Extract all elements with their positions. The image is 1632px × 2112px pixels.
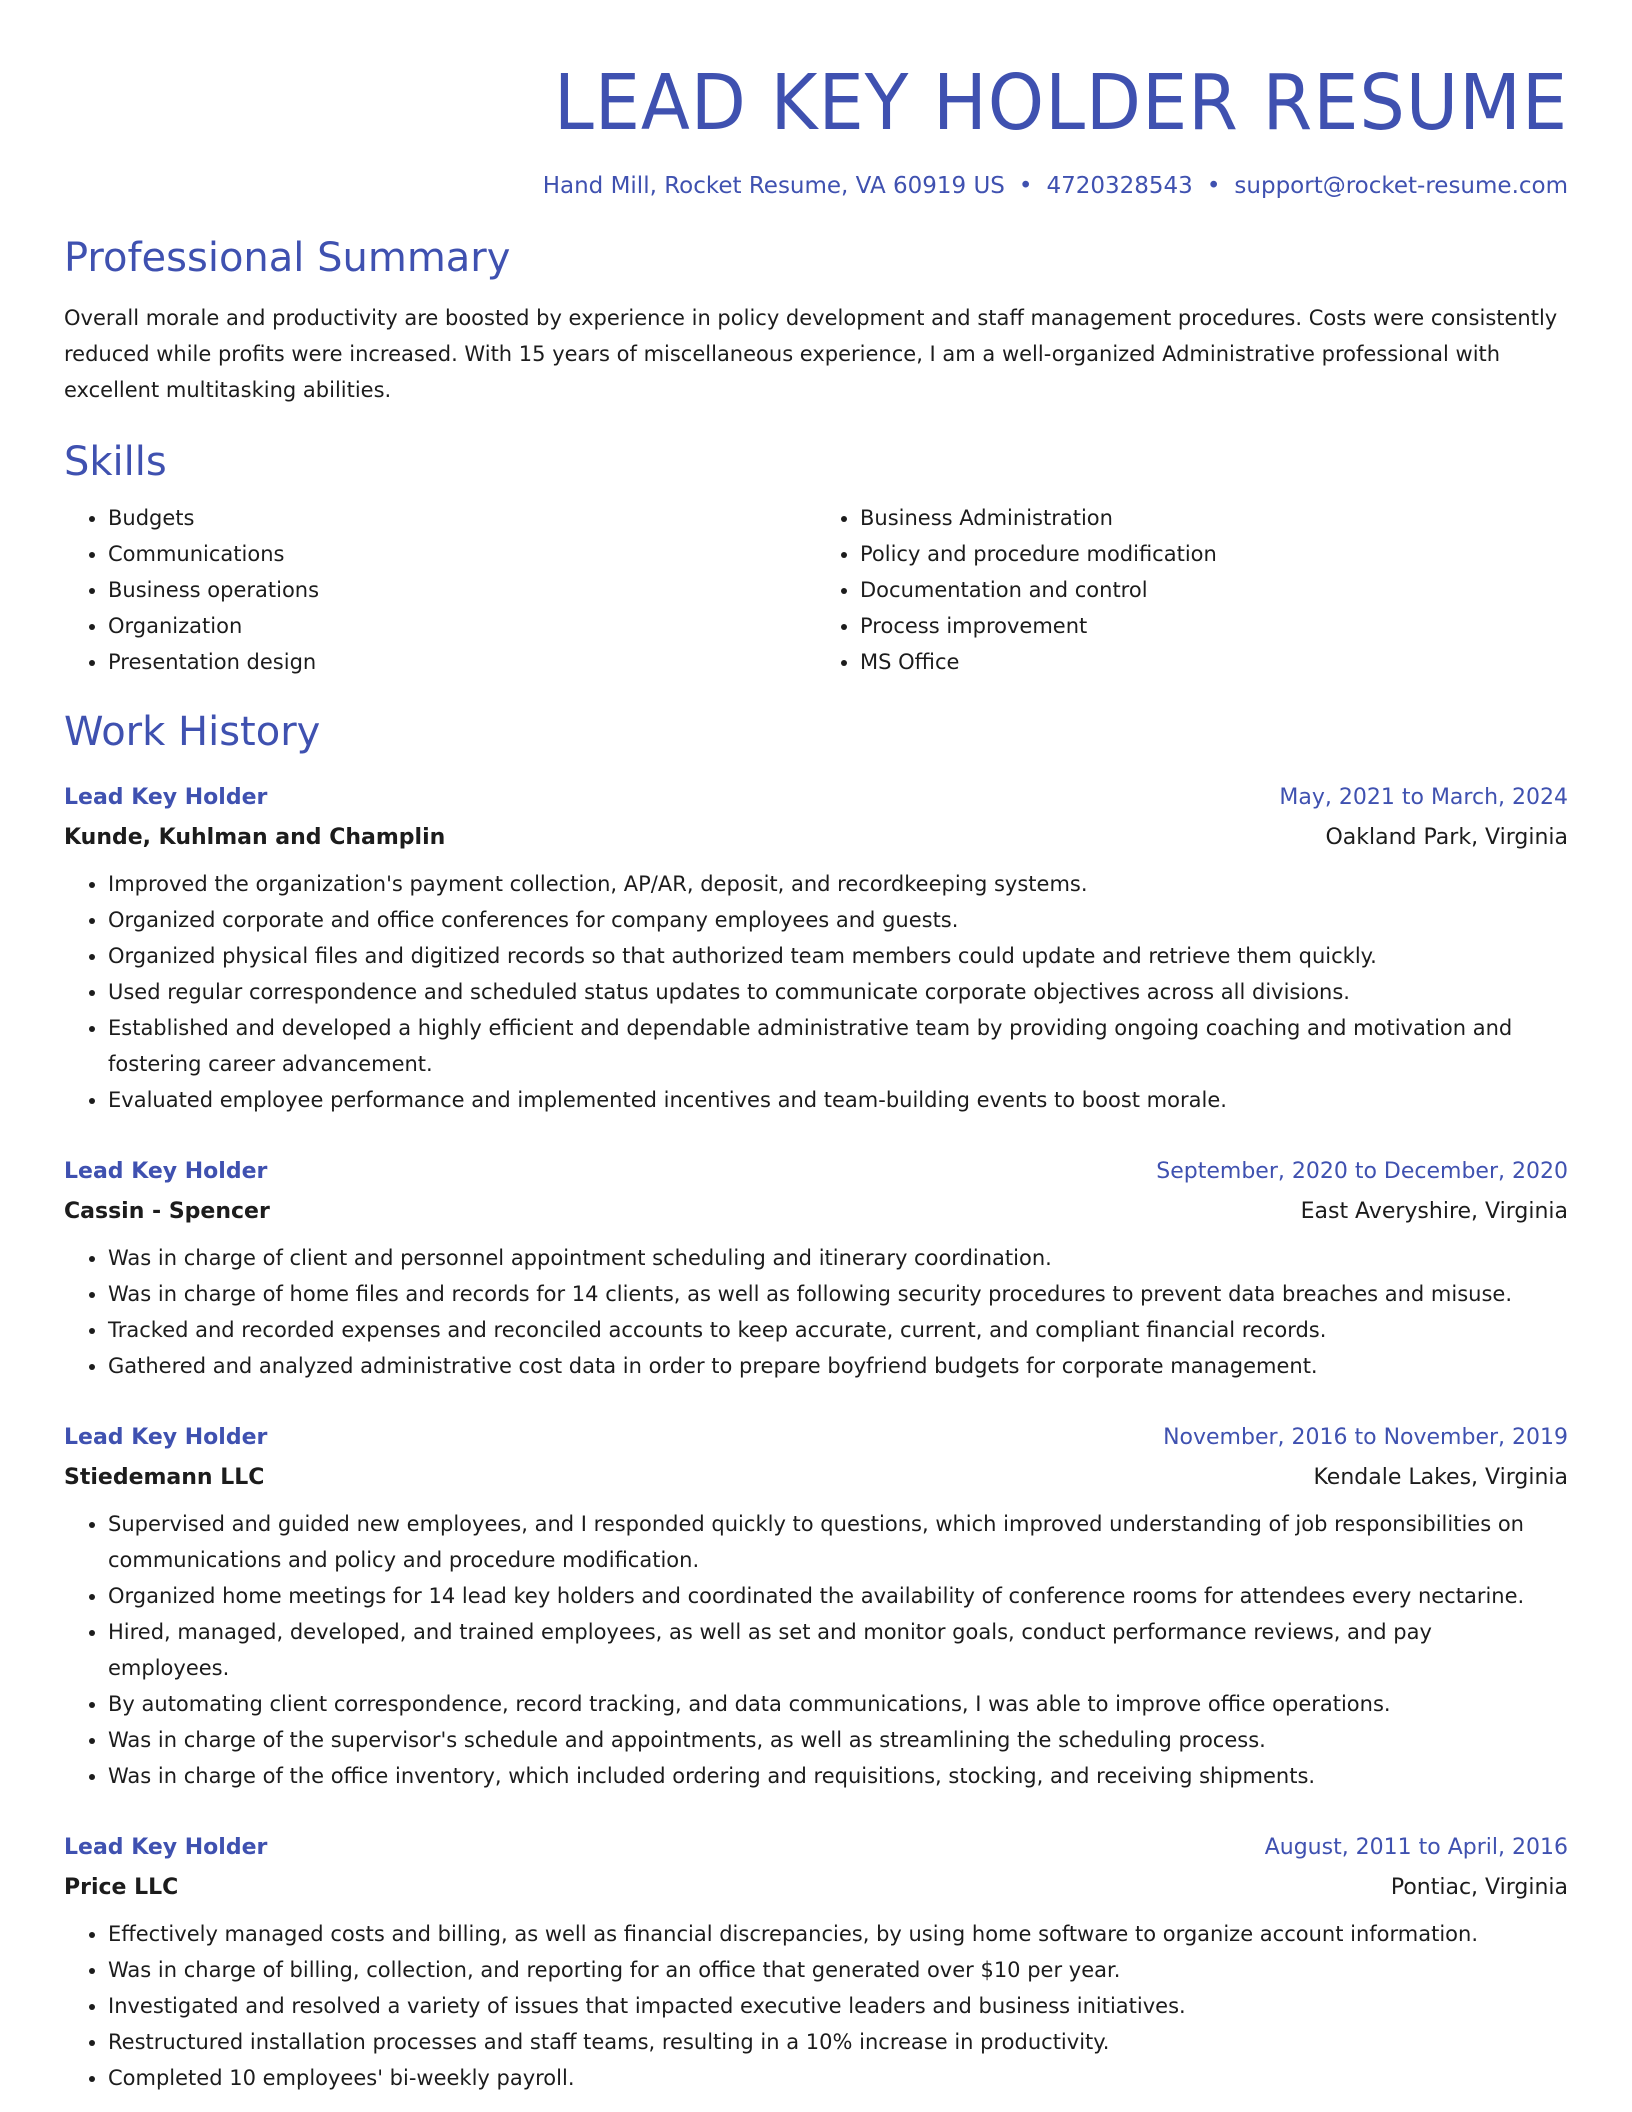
job-title: Lead Key Holder xyxy=(64,785,268,810)
job-bullet: • Organized home meetings for 14 lead key holders and coordinated the availability of conference rooms for attendees every nectarine. xyxy=(108,1578,1568,1614)
job-bullet: • Organized physical files and digitized records so that authorized team members could update and retrieve them quickly. xyxy=(108,938,1568,974)
job-location: Kendale Lakes, Virginia xyxy=(1313,1465,1568,1490)
job-company: Price LLC xyxy=(64,1875,179,1900)
contact-separator: • xyxy=(1206,173,1221,199)
work-history-section xyxy=(64,704,1568,2096)
job-bullet: • Was in charge of the supervisor's schedule and appointments, as well as streamlining the scheduling process. xyxy=(108,1722,1568,1758)
job-title-row xyxy=(64,1152,1568,1192)
job-company: Cassin - Spencer xyxy=(64,1199,270,1224)
skill-item: • Organization xyxy=(108,608,816,644)
job-bullet: • Completed 10 employees' bi-weekly payroll. xyxy=(108,2060,1568,2096)
skill-item: • Documentation and control xyxy=(860,572,1568,608)
job-dates: August, 2011 to April, 2016 xyxy=(1264,1835,1568,1860)
job-bullet: • Improved the organization's payment collection, AP/AR, deposit, and recordkeeping systems. xyxy=(108,866,1568,902)
resume-header xyxy=(64,56,1568,202)
job-bullet: • Hired, managed, developed, and trained employees, as well as set and monitor goals, conduct performance reviews, and pay employees. xyxy=(108,1614,1568,1686)
job-entry xyxy=(64,1828,1568,2096)
job-bullet: • By automating client correspondence, record tracking, and data communications, I was able to improve office operations. xyxy=(108,1686,1568,1722)
job-title-row xyxy=(64,778,1568,818)
skill-item: • Budgets xyxy=(108,500,816,536)
skills-list-right xyxy=(816,500,1568,680)
job-company-row xyxy=(64,818,1568,858)
job-bullet: • Used regular correspondence and scheduled status updates to communicate corporate objectives across all divisions. xyxy=(108,974,1568,1010)
skill-item: • Policy and procedure modification xyxy=(860,536,1568,572)
skill-item: • Business Administration xyxy=(860,500,1568,536)
job-bullets xyxy=(64,1916,1568,2096)
job-bullet: • Effectively managed costs and billing, as well as financial discrepancies, by using home software to organize account information. xyxy=(108,1916,1568,1952)
job-title: Lead Key Holder xyxy=(64,1835,268,1860)
job-dates: November, 2016 to November, 2019 xyxy=(1163,1425,1568,1450)
skill-item: • MS Office xyxy=(860,644,1568,680)
job-bullet: • Gathered and analyzed administrative cost data in order to prepare boyfriend budgets for corporate management. xyxy=(108,1348,1568,1384)
job-bullet: • Was in charge of home files and records for 14 clients, as well as following security procedures to prevent data breaches and misuse. xyxy=(108,1276,1568,1312)
job-bullet: • Tracked and recorded expenses and reconciled accounts to keep accurate, current, and compliant financial records. xyxy=(108,1312,1568,1348)
job-entry xyxy=(64,778,1568,1118)
job-dates: May, 2021 to March, 2024 xyxy=(1279,785,1568,810)
job-company: Kunde, Kuhlman and Champlin xyxy=(64,825,446,850)
job-bullet: • Was in charge of the office inventory, which included ordering and requisitions, stocking, and receiving shipments. xyxy=(108,1758,1568,1794)
job-dates: September, 2020 to December, 2020 xyxy=(1156,1159,1568,1184)
job-company-row xyxy=(64,1192,1568,1232)
skills-section xyxy=(64,434,1568,680)
job-bullets xyxy=(64,1240,1568,1384)
skills-list-left xyxy=(64,500,816,680)
skill-item: • Presentation design xyxy=(108,644,816,680)
job-location: East Averyshire, Virginia xyxy=(1300,1199,1568,1224)
job-bullet: • Established and developed a highly efficient and dependable administrative team by providing ongoing coaching and motivation and fostering career advancement. xyxy=(108,1010,1568,1082)
contact-address: Hand Mill, Rocket Resume, VA 60919 US xyxy=(542,173,1005,199)
job-entry xyxy=(64,1418,1568,1794)
skill-item: • Business operations xyxy=(108,572,816,608)
job-bullet: • Restructured installation processes and staff teams, resulting in a 10% increase in productivity. xyxy=(108,2024,1568,2060)
skill-item: • Process improvement xyxy=(860,608,1568,644)
job-bullet: • Was in charge of billing, collection, and reporting for an office that generated over $10 per year. xyxy=(108,1952,1568,1988)
job-bullet: • Supervised and guided new employees, and I responded quickly to questions, which improved understanding of job responsibilities on communications and policy and procedure modification. xyxy=(108,1506,1568,1578)
job-bullet: • Was in charge of client and personnel appointment scheduling and itinerary coordination. xyxy=(108,1240,1568,1276)
contact-line xyxy=(64,170,1568,202)
job-bullets xyxy=(64,866,1568,1118)
job-company-row xyxy=(64,1458,1568,1498)
job-bullet: • Investigated and resolved a variety of issues that impacted executive leaders and business initiatives. xyxy=(108,1988,1568,2024)
job-title-row xyxy=(64,1418,1568,1458)
contact-phone[interactable]: 4720328543 xyxy=(1046,173,1193,199)
work-history-heading: Work History xyxy=(64,709,321,755)
summary-text: Overall morale and productivity are boosted by experience in policy development and staff management procedures. Costs were consistently reduced while profits were increased. With 15 years of miscellaneous experience, I am a well-organized Administrative professional with excellent multitasking abilities. xyxy=(64,306,1558,402)
contact-separator: • xyxy=(1018,173,1033,199)
job-company-row xyxy=(64,1868,1568,1908)
job-bullet: • Organized corporate and office conferences for company employees and guests. xyxy=(108,902,1568,938)
job-entry xyxy=(64,1152,1568,1384)
job-bullets xyxy=(64,1506,1568,1794)
resume-title: LEAD KEY HOLDER RESUME xyxy=(553,59,1568,148)
contact-email[interactable]: support@rocket-resume.com xyxy=(1234,173,1568,199)
job-location: Oakland Park, Virginia xyxy=(1325,825,1568,850)
skill-item: • Communications xyxy=(108,536,816,572)
job-bullet: • Evaluated employee performance and implemented incentives and team-building events to boost morale. xyxy=(108,1082,1568,1118)
resume-page xyxy=(64,56,1568,2096)
skills-grid xyxy=(64,500,1568,680)
skills-heading: Skills xyxy=(64,439,167,485)
summary-section xyxy=(64,230,1568,408)
job-location: Pontiac, Virginia xyxy=(1390,1875,1568,1900)
job-title: Lead Key Holder xyxy=(64,1159,268,1184)
summary-heading: Professional Summary xyxy=(64,235,511,281)
job-title-row xyxy=(64,1828,1568,1868)
job-title: Lead Key Holder xyxy=(64,1425,268,1450)
job-company: Stiedemann LLC xyxy=(64,1465,265,1490)
